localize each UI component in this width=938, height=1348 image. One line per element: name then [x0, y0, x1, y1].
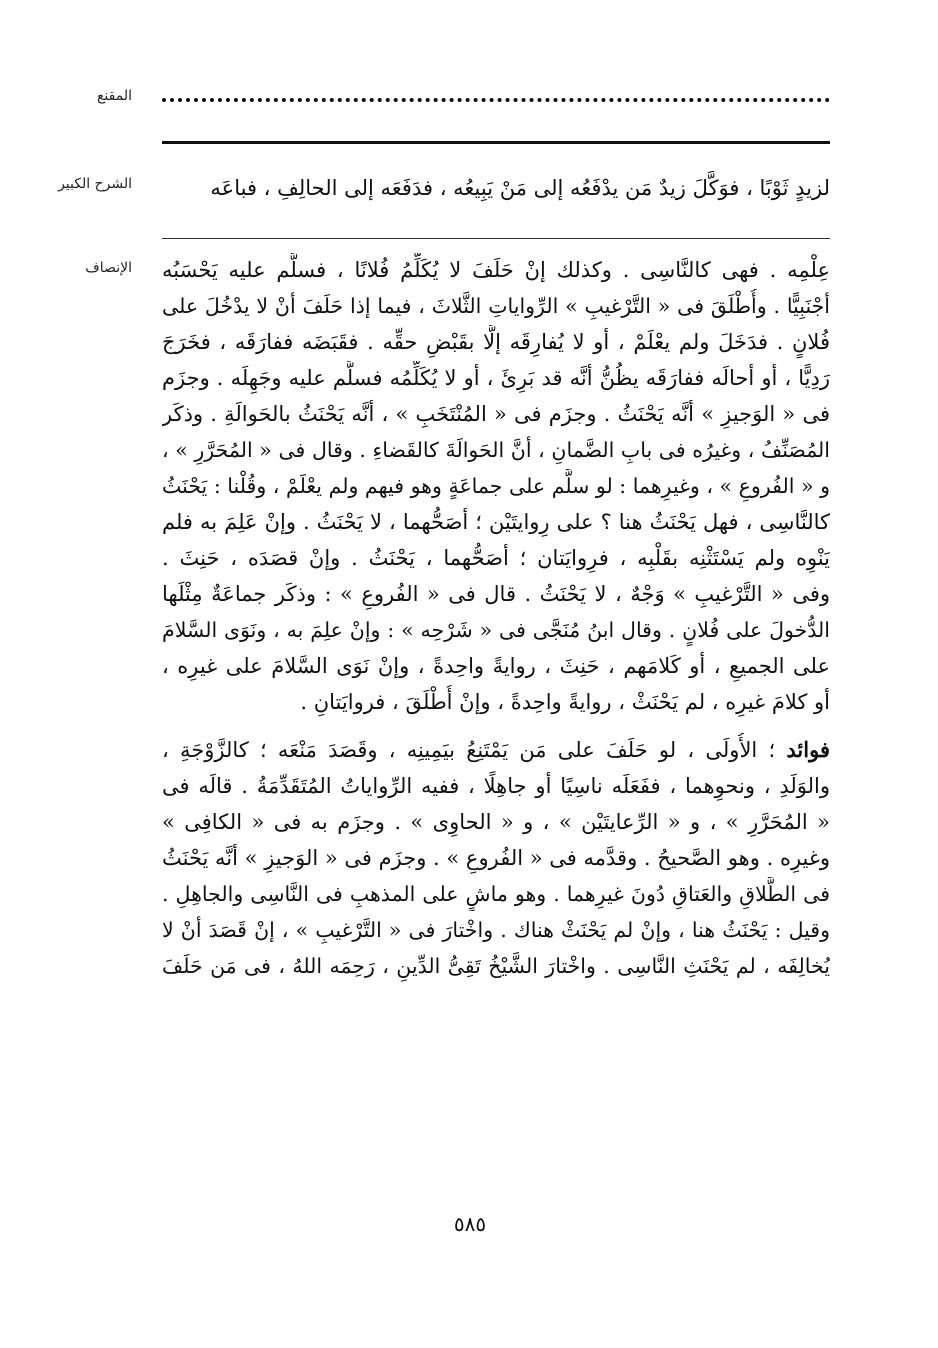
- section-divider-thin: [162, 238, 830, 239]
- text-line: أجْنَبِيًّا . وأُطْلَقَ فى « التَّرْغيبِ » الرِّواياتِ الثَّلاثَ ، فيما إذا حَلَفَ أنْ لا يدْخُلَ على: [162, 294, 830, 318]
- text-line: فُلانٍ . فدَخَلَ ولم يعْلَمْ ، أو لا يُفارِقَه إلَّا بقَبْضِ حقِّه . فقَبَضَه ففارَقَه ، فخَرَجَ: [162, 330, 830, 354]
- text-line: كالنَّاسِى ، فهل يَحْنَثُ هنا ؟ على رِوايتَيْن ؛ أصَحُّهما ، لا يَحْنَثُ . وإنْ عَلِمَ به فلم: [162, 510, 830, 534]
- text-line: يُخالِفَه ، لم يَحْنَثِ النَّاسِى . واخْتارَ الشَّيْخُ تَقِىُّ الدِّينِ ، رَحِمَه اللهُ ، فى مَن حَلَفَ: [162, 954, 830, 978]
- text-line: فى « الوَجيزِ » أنَّه يَحْنَثُ . وجزَم فى « المُنْتَخَبِ » ، أنَّه يَحْنَثُ بالحَوالَةِ . وذكَر: [162, 402, 830, 426]
- text-line: أو كلامَ غيرِه ، لم يَحْنَثْ ، روايةً واحِدةً ، وإنْ أُطْلَقَ ، فروايَتانِ .: [300, 690, 830, 714]
- insaf-label: الإنصاف: [85, 260, 132, 276]
- text-line: والوَلَدِ ، ونحوِهما ، ففَعَلَه ناسِيًا أو جاهِلًا ، ففيه الرِّواياتُ المُتَقَدِّمَةُ . قالَه فى: [162, 774, 830, 798]
- text-line: على الجميعِ ، أو كَلامَهم ، حَنِثَ ، روايةً واحِدةً ، وإنْ نَوَى السَّلامَ على غيرِه ،: [162, 654, 830, 678]
- text-line: رَدِيًّا ، أو أحالَه ففارَقَه يظُنُّ أنَّه قد بَرِئَ ، أو لا يُكَلِّمُه فسلَّم عليه وجَهِلَه . وجزَم: [162, 366, 830, 390]
- muqni-label: المقنع: [96, 88, 132, 104]
- text-line: يَنْوِه ولم يَسْتَثْنِه بقَلْبِه ، فرِوايَتان ؛ أصَحُّهما ، يَحْنَثُ . وإنْ قصَدَه ، حَنِثَ .: [162, 546, 830, 570]
- text-line: وغيرِه . وهو الصَّحيحُ . وقدَّمه فى « الفُروعِ » . وجزَم فى « الوَجيزِ » أنَّه يَحْنَثُ: [162, 846, 830, 870]
- text-line: عِلْمِه . فهى كالنَّاسِى . وكذلك إنْ حَلَفَ لا يُكَلِّمُ فُلانًا ، فسلَّم عليه يَحْسَبُه: [162, 258, 830, 282]
- text-line: فى الطَّلاقِ والعَتاقِ دُونَ غيرِهما . وهو ماشٍ على المذهبِ فى النَّاسِى والجاهِلِ .: [162, 882, 830, 906]
- text-line: وقيل : يَحْنَثُ هنا ، وإنْ لم يَحْنَثْ هناك . واخْتارَ فى « التَّرْغيبِ » ، إنْ قَصَدَ أنْ لا: [162, 918, 830, 942]
- text-line: الدُّخولَ على فُلانٍ . وقال ابنُ مُنَجَّى فى « شَرْحِه » : وإنْ علِمَ به ، ونَوَى السَّلامَ: [162, 618, 830, 642]
- fawaid-first-text: ؛ الأُولَى ، لو حَلَفَ على مَن يَمْتَنِعُ بيَمِينِه ، وقَصَدَ مَنْعَه ؛ كالزَّوْجَةِ ،: [162, 738, 776, 762]
- sharh-label: الشرح الكبير: [58, 176, 132, 192]
- fawaid-heading: فوائد: [786, 737, 830, 762]
- text-line: و « الفُروعِ » ، وغيرِهما : لو سلَّم على جماعَةٍ وهو فيهم ولم يعْلَمْ ، وقُلْنا : يَحْنَثُ: [162, 474, 830, 498]
- sharh-text-line: لزيدٍ ثَوْبًا ، فوَكَّلَ زيدٌ مَن يدْفَعُه إلى مَنْ يَبِيعُه ، فدَفَعَه إلى الحالِفِ ، فباعَه: [210, 176, 830, 200]
- section-divider-thick: [162, 141, 830, 144]
- page-number: ٥٨٥: [453, 1212, 487, 1236]
- fawaid-first-line: [162, 733, 830, 767]
- muqni-dotted-placeholder: [162, 92, 830, 102]
- text-line: المُصَنِّفُ ، وغيرُه فى بابِ الضَّمانِ ، أنَّ الحَوالَةَ كالقَضاءِ . وقال فى « المُحَرَّرِ » ،: [162, 438, 830, 462]
- text-line: وفى « التَّرْغيبِ » وَجْهٌ ، لا يَحْنَثُ . قال فى « الفُروعِ » : وذكَر جماعَةٌ مِثْلَها: [162, 582, 830, 606]
- text-line: « المُحَرَّرِ » ، و « الرِّعايتَيْن » ، و « الحاوِى » . وجزَم به فى « الكافِى »: [162, 810, 830, 834]
